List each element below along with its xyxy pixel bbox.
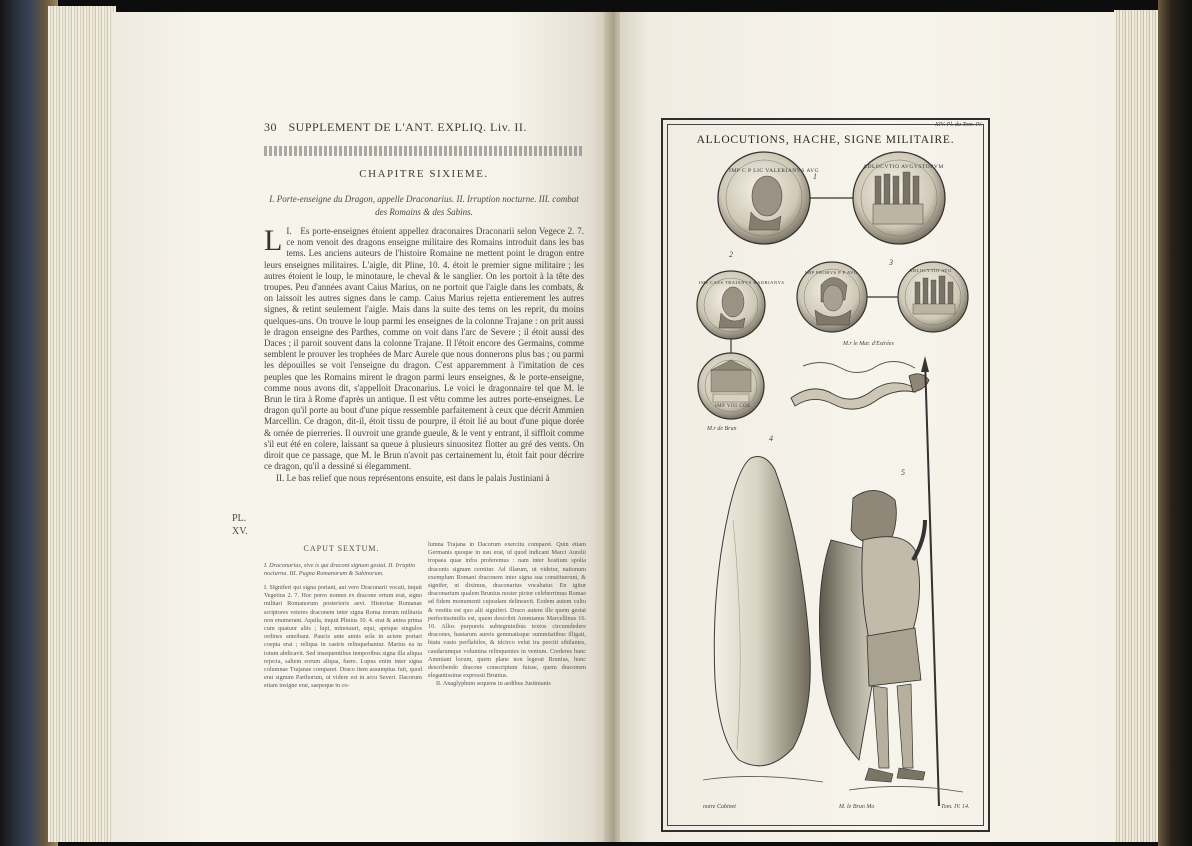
french-body-text	[264, 226, 584, 485]
figure-number-2: 2	[729, 250, 733, 259]
coin-3-reverse-legend: ADLOCVTIO AVG	[909, 268, 952, 273]
plate-engravings	[663, 120, 992, 834]
chapter-summary: I. Porte-enseigne du Dragon, appelle Draconarius. II. Irruption nocturne. III. combat des Romains & des Sabins.	[269, 194, 579, 217]
figure-number-5: 5	[901, 468, 905, 477]
drop-cap: L	[264, 224, 283, 257]
ornament-band	[264, 146, 584, 156]
page-number: 30	[264, 120, 277, 134]
latin-column-2	[428, 541, 586, 689]
right-page-edges	[1114, 10, 1160, 842]
latin-column-1-text: I. SIgniferi qui signa portant, aut vero Draconarii vocati, inquit Vegetius 2. 7. Hoc porro nomen ex dracone ortum erat, signo militari Romanorum posterioris aevi. Historiae Romanae scriptores veteres draconem inter signa Roma norum militaria non enumerant. Aquila, inquit Plinius 10. 4. erat & antea prima cum quatuor aliis ; lupi, minotauri, equi, aprique singulos ordines anteibant. Paucis ante annis sola in aciem portari coepta erat ; reliqua in castris relinquebantur. Marius ea in totum abdicavit. Sed insequentibus temporibus signa illa aliqua rejecta, saltem eorum aliqua, fuere. Lupus enim inter signa columnae Trajanae comparet. Draco item assumptus fuit, quod erat signum Parthorum, ut videre est in arcu Severi. Dacorum etiam insigne erat, saepeque in co-	[264, 584, 422, 690]
running-head	[264, 120, 584, 135]
caption-tome: Tom. IV. 14.	[941, 804, 970, 810]
dragon-standard	[791, 361, 929, 409]
right-cover	[1158, 0, 1192, 846]
coin-1-obverse	[718, 152, 810, 244]
stone-axe	[703, 457, 823, 783]
coin-2-reverse-legend: IMP VIII COS	[715, 404, 751, 409]
chapter-title: CHAPITRE SIXIEME.	[359, 168, 489, 180]
running-head-text: SUPPLEMENT DE L'ANT. EXPLIQ. Liv. II.	[288, 120, 527, 134]
latin-column-1	[264, 584, 422, 691]
draconarius-figure	[819, 356, 963, 806]
caption-estrees: M.r le Mar. d'Estrées	[843, 341, 894, 347]
figure-number-3: 3	[889, 258, 893, 267]
paragraph-number: I.	[286, 226, 292, 236]
left-page-edges	[48, 6, 116, 842]
latin-column-2-text: lumna Trajana in Dacorum exercitu comparet. Quin etiam Germanis quoque in usu erat, id quod indicant Marci Aurelii tropaea quae infra proferemus : nam inter hostium spolia draconis signum cernitur. Ad illarum, ut videtur, nationum exemplum Romani draconem inter signa sua constituerunt, & signifer, ut diximus, draconarius vocabatur. En igitur draconarium qualem Brunius noster pictor celeberrimus Romae ad fidem monumenti cujusdam delineavit. Eodem autem cultu & vestitu est quo alii signiferi. Draco autem ille quem gestat perfectissimilis est, quem describit Ammianus Marcellinus 16. 10. Allos purpureis subtegminibus textos circumdedere dracones, hastarum aureis gemmatisque summitatibus illigati, hiatu vasto perflabiles, & idcirco velut ira perciti sibilantes, caudarumque volumina relinquentes in ventum. Crederes hunc Ammiani locum, quem plane non legerat Brunius, hunc describendo dracone conscriptum fuisse, quem draconem elegantissime expressit Brunius.	[428, 541, 586, 680]
coin-3-obverse-legend: IMP PROBVS P F AVG	[805, 270, 858, 275]
coin-1-obverse-legend: IMP C P LIC VALERIANVS AVG	[729, 168, 820, 174]
latin-summary: I. Draconarius, sive is qui draconi signum gestat. II. Irruptio nocturna. III. Pugna Romanorum & Sabinorum.	[264, 562, 416, 577]
figure-number-4: 4	[769, 434, 773, 443]
caption-artist: M. le Brun Mo	[839, 804, 875, 810]
latin-column-2-last: II. Anaglyphum sequens in aedibus Justinianis	[436, 680, 551, 688]
latin-chapter-title: CAPUT SEXTUM.	[303, 544, 380, 553]
paragraph-1: Es porte-enseignes étoient appellez draconaires Draconarii selon Vegece 2. 7. ce nom venoit des dragons enseigne militaire des Romains introduit dans les bas tems. Les anciens auteurs de l'histoire Romaine ne mettent point le dragon entre leurs enseignes militaires. L'aigle, dit Pline, 10. 4. étoit le premier signe militaire ; les autres étoient le loup, le minotaure, le cheval & le sanglier. On les portoit à la tête des troupes. Peu d'années avant Caius Marius, on ne portoit que l'aigle dans les combats, & on laissoit les autres signes dans le camp. Caius Marius rejetta entierement les autres signes, & retint seulement l'aigle. Mais dans la suite des tems on les reprit, du moins quelques-uns. On trouve le loup parmi les enseignes de la colonne Trajane : on prit aussi le dragon enseigne des Parthes, comme on voit dans l'arc de Severe ; il étoit aussi des Daces ; il paroit souvent dans la colonne Trajane. Il l'étoit encore des Germains, comme semblent le prouver les trophées de Marc Aurele que nous donnerons plus bas ; ou parmi les dépouilles se voit l'enseigne du dragon. C'est apparemment à l'imitation de ces peuples que les Romains mirent le dragon parmi leurs enseignes, & le porte-enseigne, comme nous avons dit, s'appelloit Draconarius. Le voici le dragonnaire tel que M. le Brun le tira à Rome d'après un antique. Il est vêtu comme les autres porte-enseignes. Le dragon qu'il porte au bout d'une pique ressemble parfaitement à ceux que décrit Ammien Marcellin. Ce dragon, dit-il, étoit tissu de pourpre, il étoit lié au bout d'une pique dorée & ornée de pierreries. Il ouvroit une grande gueule, & le vent y entrant, il siffloit comme s'il eut été en colere, laissant sa queue à plusieurs sinuositez flotter au gré des vents. On diroit que ce passage, que M. le Brun n'avoit pas certainement lu, étoit fait pour décrire ce dragon, qu'il a dessiné si élegamment.	[264, 226, 585, 472]
coin-2-obverse-legend: IMP CAES TRAIANVS HADRIANVS	[699, 280, 785, 285]
plate-title: ALLOCUTIONS, HACHE, SIGNE MILITAIRE.	[696, 134, 955, 146]
paragraph-2: II. Le bas relief que nous représentons ensuite, est dans le palais Justiniani à	[276, 473, 550, 484]
plate-margin-note: PL. XV.	[232, 513, 248, 537]
caption-cabinet: notre Cabinet	[703, 804, 736, 810]
figure-number-1: 1	[813, 172, 817, 181]
plate-reference: XIV. Pl. du Tom. IV.	[935, 122, 982, 128]
caption-brun: M.r de Brun	[707, 426, 737, 432]
coin-2-reverse	[698, 353, 764, 419]
engraved-plate	[661, 118, 990, 832]
coin-1-reverse-legend: ADLOCVTIO AVGVSTORVM	[863, 164, 944, 170]
